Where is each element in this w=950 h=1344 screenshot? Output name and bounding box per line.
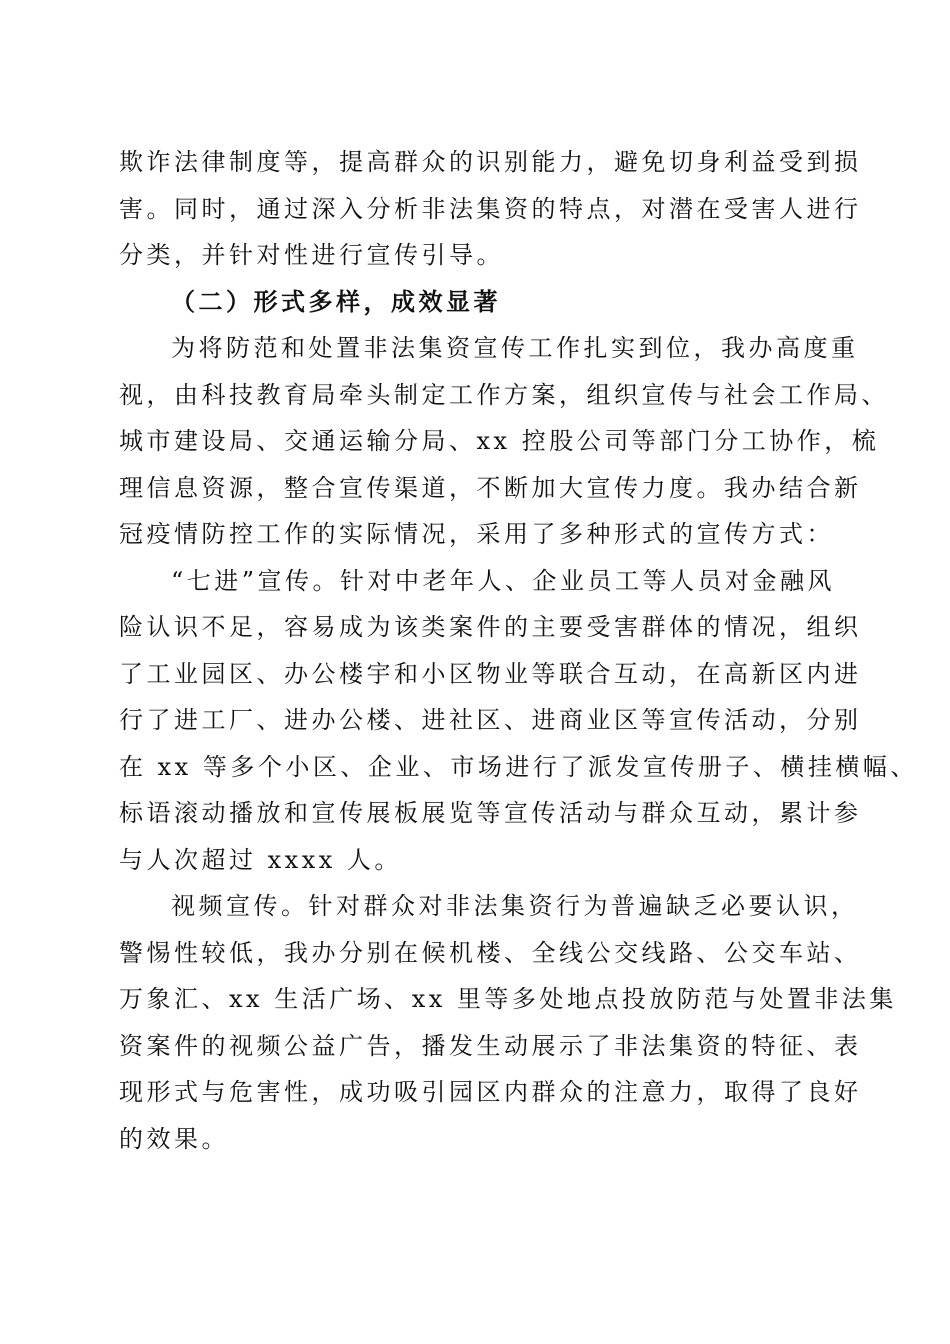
paragraph-1	[119, 139, 862, 279]
text-line: 万象汇、xx 生活广场、xx 里等多处地点投放防范与处置非法集	[119, 985, 897, 1013]
text-line: 为将防范和处置非法集资宣传工作扎实到位，我办高度重	[171, 334, 859, 362]
document-body	[119, 139, 918, 1162]
section-heading: （二）形式多样，成效显著	[171, 287, 501, 316]
text-line: 害。同时，通过深入分析非法集资的特点，对潜在受害人进行	[119, 194, 862, 223]
paragraph-4	[119, 883, 897, 1162]
text-line: 冠疫情防控工作的实际情况，采用了多种形式的宣传方式：	[119, 520, 834, 548]
text-line: 与人次超过 xxxx 人。	[119, 845, 402, 874]
text-line: 了工业园区、办公楼宇和小区物业等联合互动，在高新区内进	[119, 659, 862, 688]
text-line: 理信息资源，整合宣传渠道，不断加大宣传力度。我办结合新	[119, 473, 862, 502]
text-line: 的效果。	[119, 1124, 229, 1153]
text-line: 标语滚动播放和宣传展板展览等宣传活动与群众互动，累计参	[119, 799, 862, 827]
text-line: 城市建设局、交通运输分局、xx 控股公司等部门分工协作，梳	[119, 427, 880, 455]
text-line: 在 xx 等多个小区、企业、市场进行了派发宣传册子、横挂横幅、	[119, 752, 918, 781]
paragraph-2	[119, 325, 889, 558]
text-line: 视频宣传。针对群众对非法集资行为普遍缺乏必要认识，	[171, 892, 859, 920]
text-line: 视，由科技教育局牵头制定工作方案，组织宣传与社会工作局、	[119, 380, 889, 409]
text-line: 险认识不足，容易成为该类案件的主要受害群体的情况，组织	[119, 613, 862, 641]
text-line: 资案件的视频公益广告，播发生动展示了非法集资的特征、表	[119, 1031, 862, 1060]
paragraph-3	[119, 558, 918, 884]
text-line: 分类，并针对性进行宣传引导。	[119, 241, 504, 269]
text-line: “七进”宣传。针对中老年人、企业员工等人员对金融风	[171, 566, 836, 595]
text-line: 警惕性较低，我办分别在候机楼、全线公交线路、公交车站、	[119, 938, 862, 967]
text-line: 欺诈法律制度等，提高群众的识别能力，避免切身利益受到损	[119, 148, 862, 176]
text-line: 现形式与危害性，成功吸引园区内群众的注意力，取得了良好	[119, 1078, 862, 1106]
text-line: 行了进工厂、进办公楼、进社区、进商业区等宣传活动，分别	[119, 706, 862, 734]
